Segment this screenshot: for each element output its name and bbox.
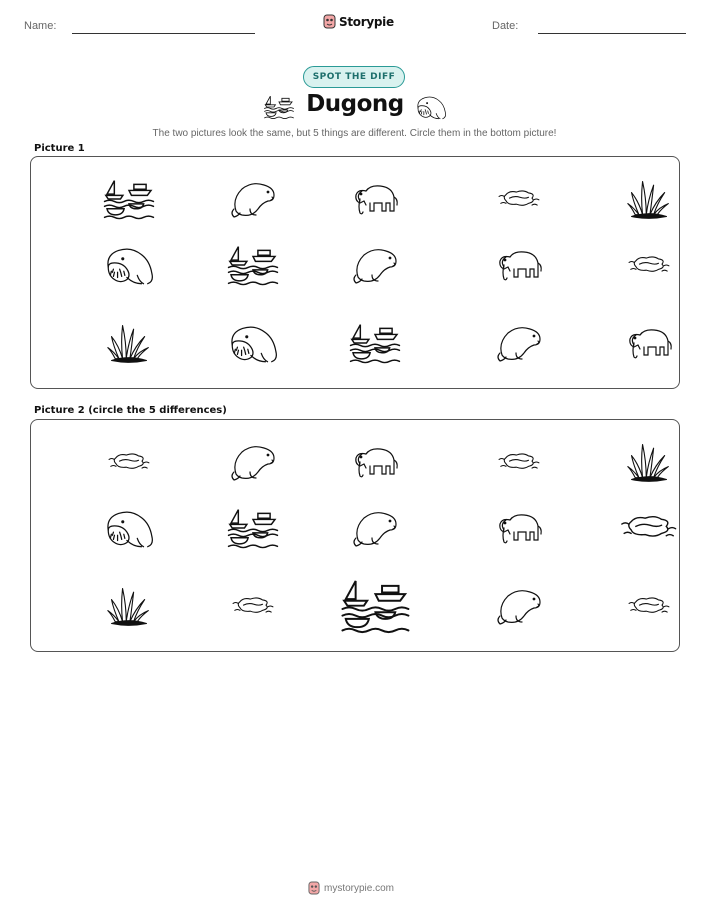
p1-water-r1c4	[497, 186, 541, 212]
water-icon	[619, 510, 678, 545]
p1-manatee-r1c2	[228, 179, 278, 219]
manatee-icon	[350, 508, 400, 548]
spot-the-diff-badge: SPOT THE DIFF	[303, 66, 405, 88]
elephant-icon	[494, 508, 544, 548]
boats-icon	[348, 321, 402, 365]
seagrass-icon	[106, 583, 152, 629]
p1-seagrass-r1c5	[626, 176, 672, 222]
dugong-icon	[414, 94, 448, 120]
p2-manatee-r3c4[interactable]	[494, 586, 544, 626]
p1-seagrass-r3c1	[106, 320, 152, 366]
storypie-footer-icon	[308, 881, 320, 895]
picture-1-label: Picture 1	[34, 143, 85, 154]
p1-dugong-r2c1	[102, 243, 156, 287]
p2-manatee-r2c3[interactable]	[350, 508, 400, 548]
p2-boats-r3c3[interactable]	[339, 576, 412, 635]
p1-dugong-r3c2	[226, 321, 280, 365]
boats-icon	[226, 243, 280, 287]
brand-name: Storypie	[339, 14, 394, 29]
manatee-icon	[350, 245, 400, 285]
water-icon	[107, 449, 151, 475]
p2-elephant-r2c4[interactable]	[494, 508, 544, 548]
page-title: Dugong	[306, 91, 404, 117]
p2-manatee-r1c2[interactable]	[228, 442, 278, 482]
p1-manatee-r3c4	[494, 323, 544, 363]
boats-icon	[263, 94, 295, 120]
p2-seagrass-r1c5[interactable]	[626, 439, 672, 485]
elephant-icon	[350, 442, 400, 482]
p2-water-r1c4[interactable]	[497, 449, 541, 475]
picture-2-panel[interactable]	[30, 419, 680, 652]
p1-elephant-r3c5	[624, 323, 674, 363]
water-icon	[497, 449, 541, 475]
footer	[308, 881, 394, 895]
p1-boats-r1c1	[102, 177, 156, 221]
p1-elephant-r2c4	[494, 245, 544, 285]
seagrass-icon	[626, 439, 672, 485]
boats-icon	[339, 576, 412, 635]
p2-water-r2c5[interactable]	[619, 510, 678, 545]
picture-1-panel	[30, 156, 680, 389]
water-icon	[627, 252, 671, 278]
p2-water-r3c5[interactable]	[627, 593, 671, 619]
manatee-icon	[494, 323, 544, 363]
water-icon	[497, 186, 541, 212]
storypie-logo-icon	[323, 14, 336, 29]
seagrass-icon	[106, 320, 152, 366]
p1-water-r2c5	[627, 252, 671, 278]
dugong-icon	[102, 506, 156, 550]
manatee-icon	[494, 586, 544, 626]
name-line[interactable]	[72, 33, 255, 34]
water-icon	[231, 593, 275, 619]
manatee-icon	[228, 179, 278, 219]
p2-dugong-r2c1[interactable]	[102, 506, 156, 550]
boats-icon	[102, 177, 156, 221]
water-icon	[627, 593, 671, 619]
p1-boats-r2c2	[226, 243, 280, 287]
p2-water-r1c1[interactable]	[107, 449, 151, 475]
seagrass-icon	[626, 176, 672, 222]
elephant-icon	[350, 179, 400, 219]
p2-elephant-r1c3[interactable]	[350, 442, 400, 482]
dugong-icon	[226, 321, 280, 365]
p2-water-r3c2[interactable]	[231, 593, 275, 619]
instructions: The two pictures look the same, but 5 things are different. Circle them in the bottom picture!	[152, 128, 557, 139]
date-label: Date:	[492, 20, 519, 32]
manatee-icon	[228, 442, 278, 482]
p2-boats-r2c2[interactable]	[226, 506, 280, 550]
storypie-logo	[323, 14, 394, 29]
boats-icon	[226, 506, 280, 550]
elephant-icon	[624, 323, 674, 363]
elephant-icon	[494, 245, 544, 285]
p1-boats-r3c3	[348, 321, 402, 365]
name-label: Name:	[24, 20, 57, 32]
p2-seagrass-r3c1[interactable]	[106, 583, 152, 629]
p1-elephant-r1c3	[350, 179, 400, 219]
date-line[interactable]	[538, 33, 686, 34]
footer-site: mystorypie.com	[324, 882, 395, 894]
picture-2-label: Picture 2 (circle the 5 differences)	[34, 405, 227, 416]
dugong-icon	[102, 243, 156, 287]
p1-manatee-r2c3	[350, 245, 400, 285]
